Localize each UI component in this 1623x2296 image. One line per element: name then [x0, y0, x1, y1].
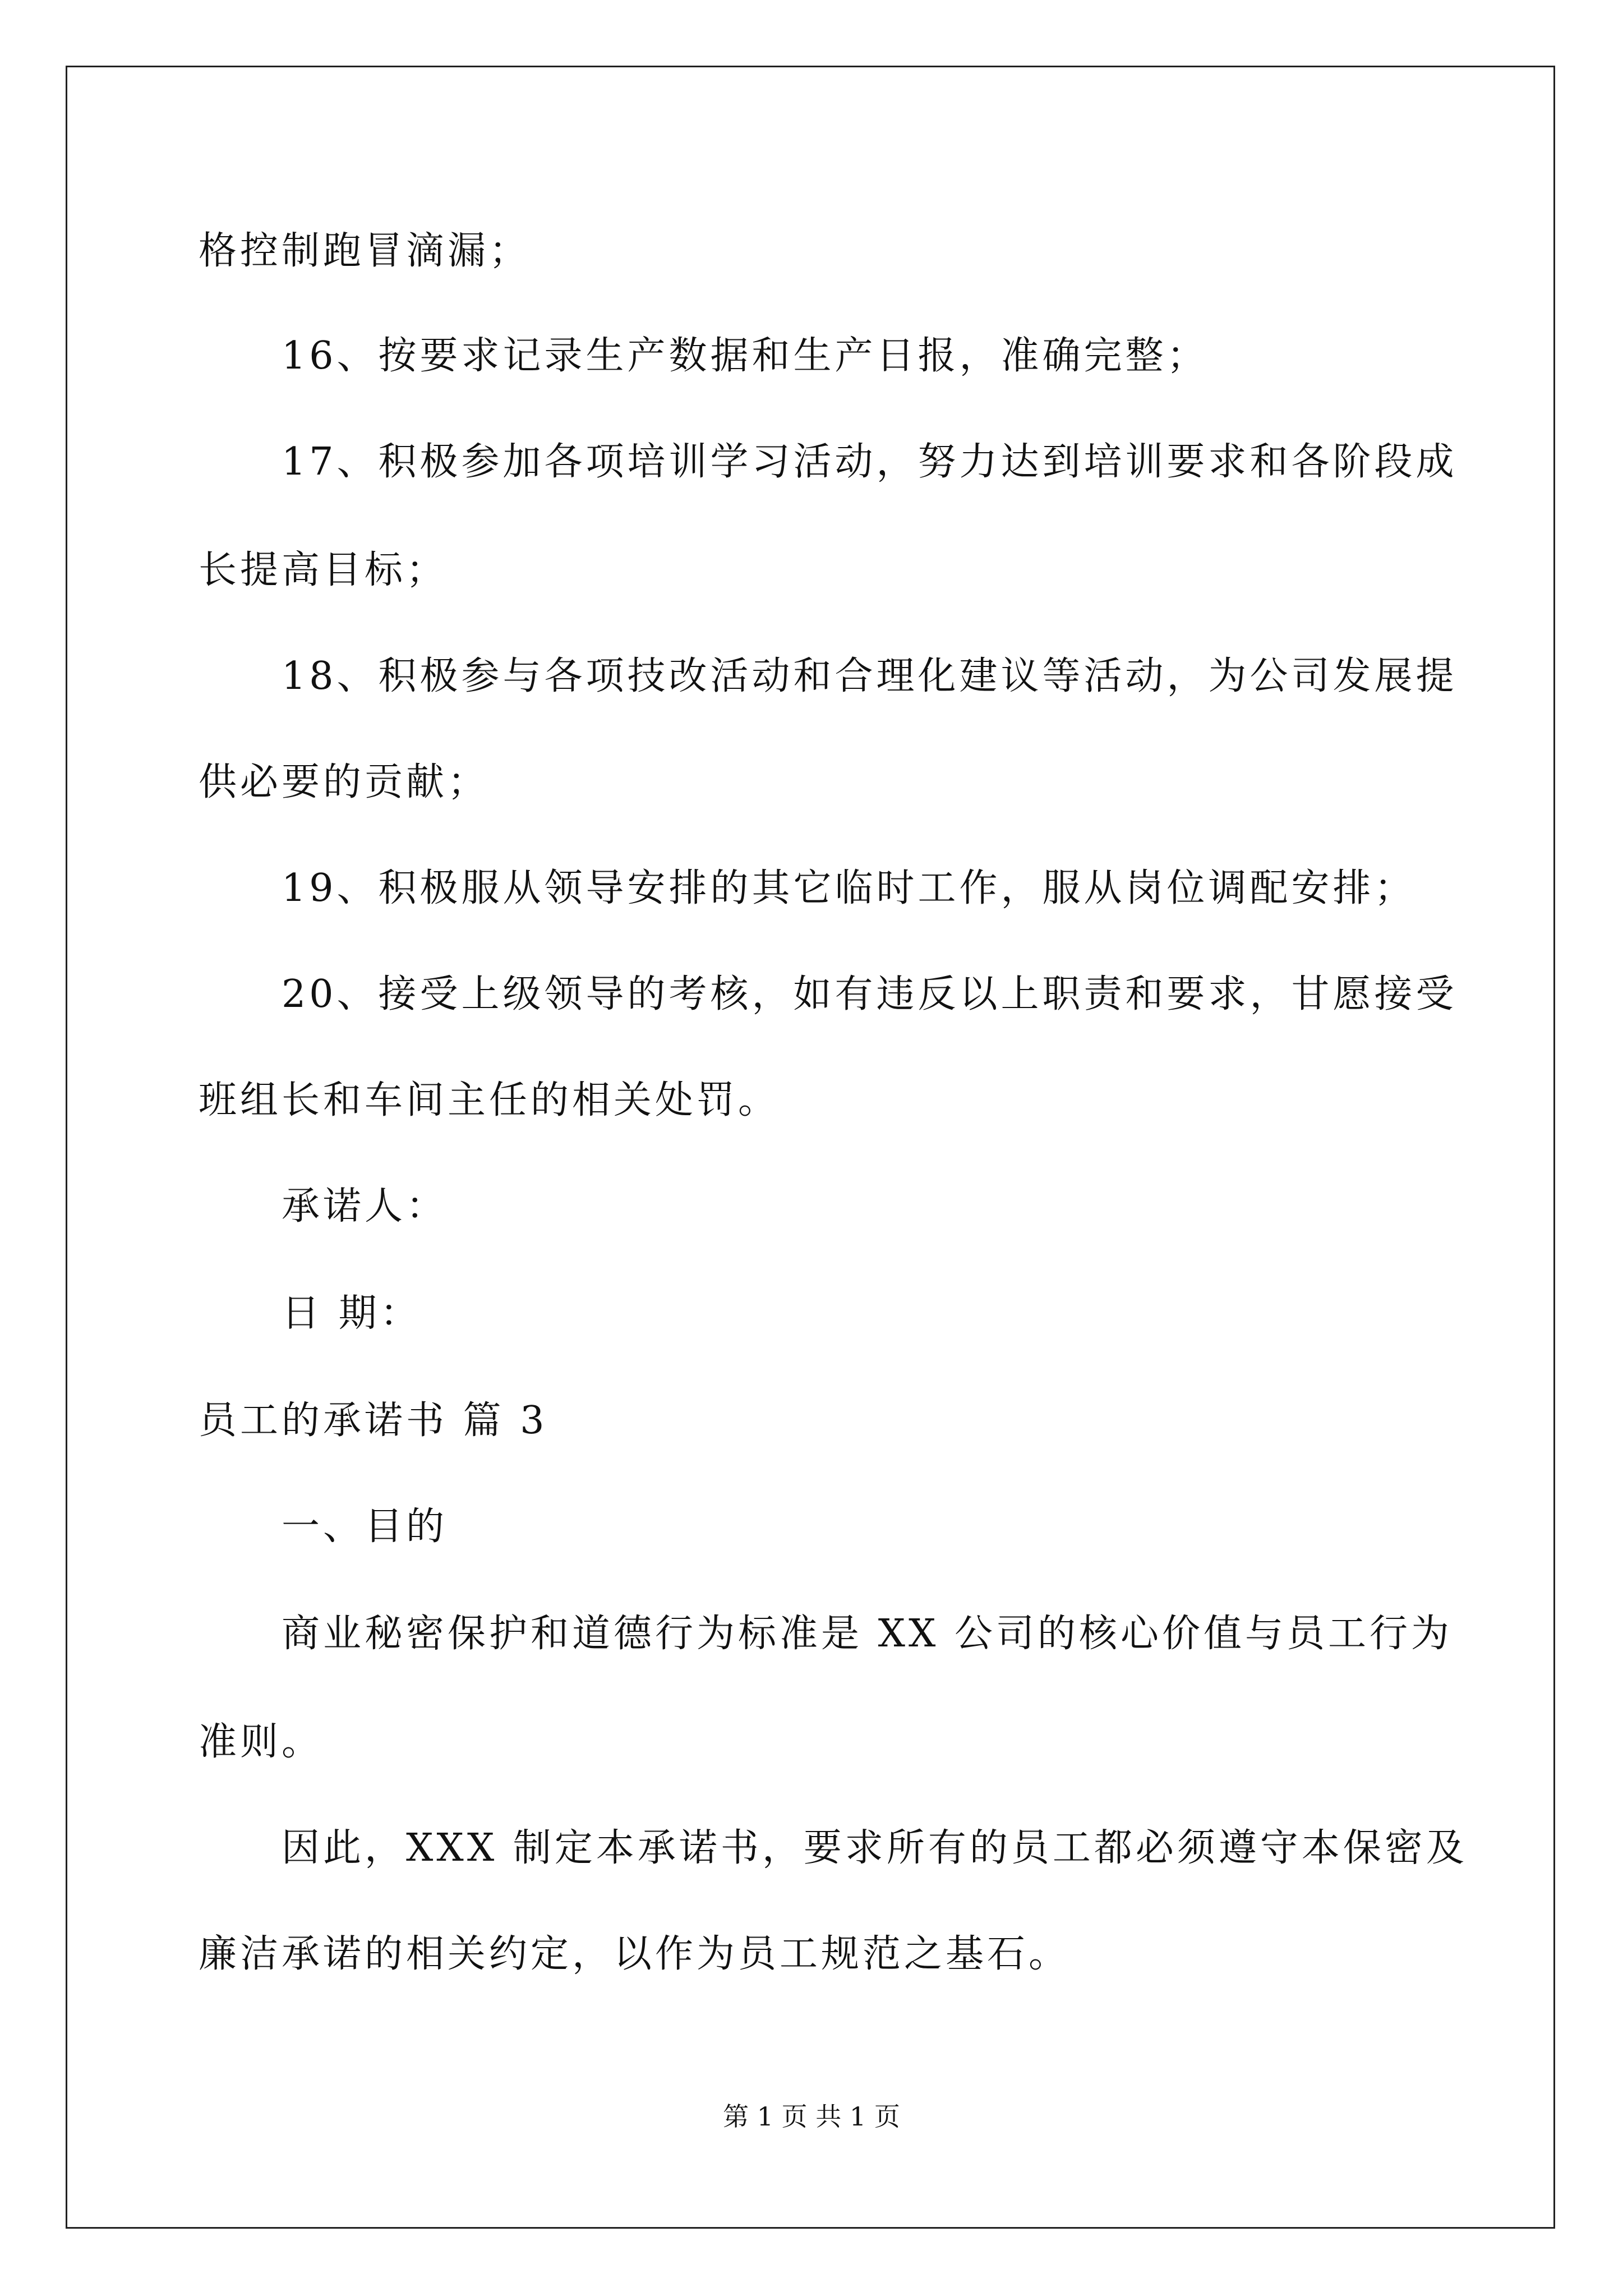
text-line: 承诺人：: [282, 1184, 448, 1228]
text-line: 供必要的贡献；: [199, 760, 490, 804]
text-line: 18、积极参与各项技改活动和合理化建议等活动，为公司发展提: [282, 654, 1458, 698]
text-line: 班组长和车间主任的相关处罚。: [199, 1078, 780, 1122]
page-number-footer: 第 1 页 共 1 页: [723, 2101, 900, 2132]
text-line: 格控制跑冒滴漏；: [199, 229, 531, 273]
text-line: 长提高目标；: [199, 548, 448, 592]
text-line: 17、积极参加各项培训学习活动，努力达到培训要求和各阶段成: [282, 440, 1458, 484]
text-line: 日 期：: [282, 1291, 422, 1336]
text-line: 19、积极服从领导安排的其它临时工作，服从岗位调配安排；: [282, 866, 1416, 910]
text-line: 16、按要求记录生产数据和生产日报，准确完整；: [282, 334, 1209, 378]
text-line: 因此，XXX 制定本承诺书，要求所有的员工都必须遵守本保密及: [282, 1826, 1468, 1870]
text-line: 一、目的: [282, 1504, 448, 1549]
text-line: 20、接受上级领导的考核，如有违反以上职责和要求，甘愿接受: [282, 972, 1458, 1016]
text-line: 廉洁承诺的相关约定，以作为员工规范之基石。: [199, 1932, 1071, 1976]
text-line: 商业秘密保护和道德行为标准是 XX 公司的核心价值与员工行为: [282, 1612, 1453, 1656]
section-heading: 员工的承诺书 篇 3: [199, 1398, 548, 1443]
page-border: [66, 66, 1555, 2229]
text-line: 准则。: [199, 1720, 324, 1764]
